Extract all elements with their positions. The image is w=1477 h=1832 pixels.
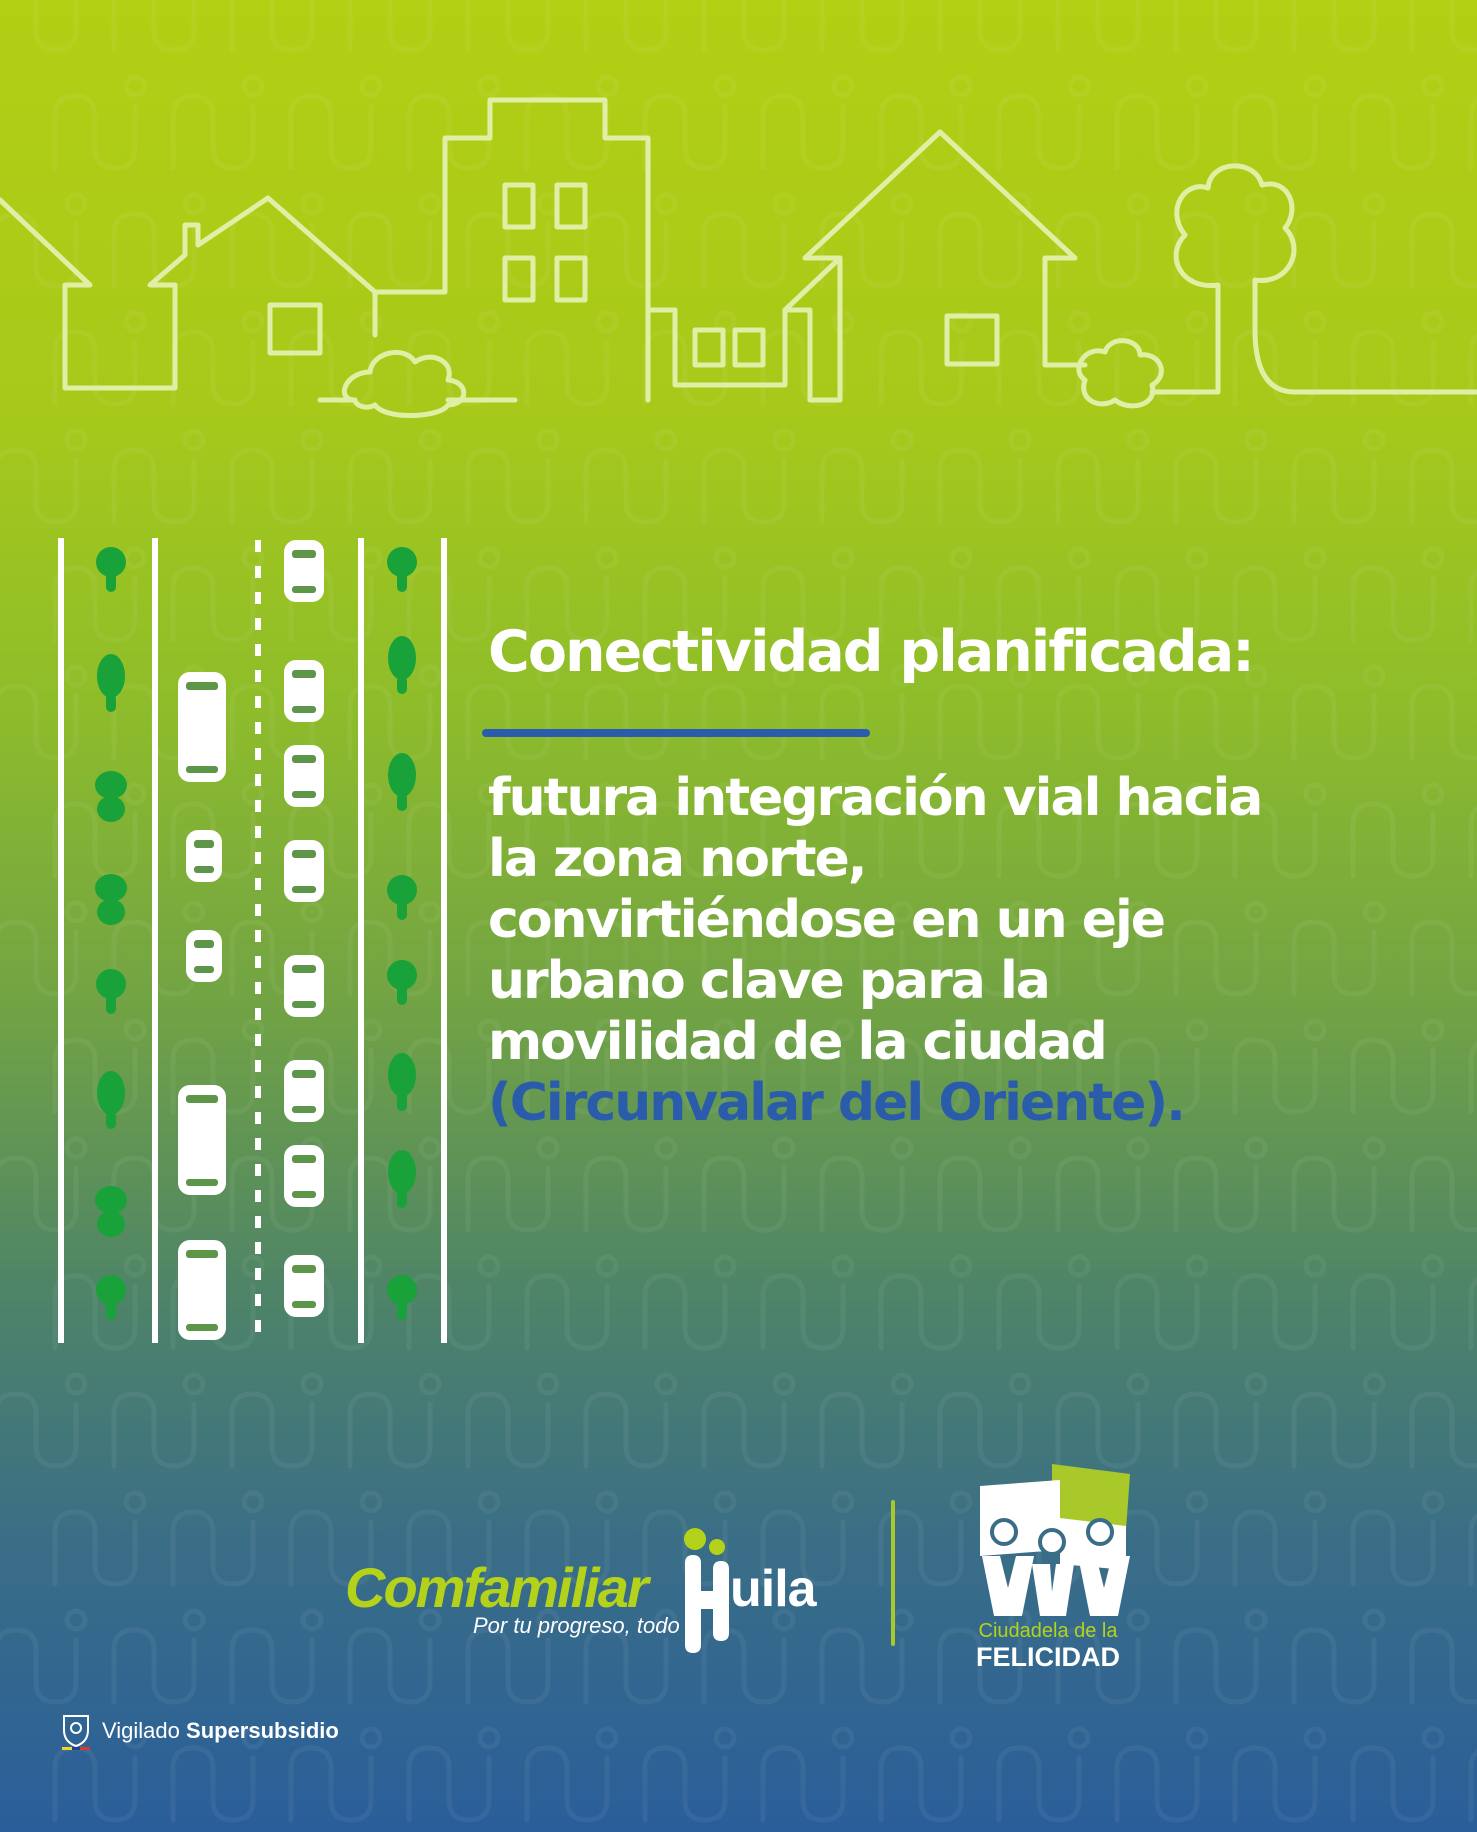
pattern-dot	[1070, 1257, 1088, 1275]
pattern-glyph	[586, 1158, 666, 1230]
lane-dash	[255, 930, 261, 942]
lane-dash	[255, 566, 261, 578]
lane-dash	[255, 1034, 261, 1046]
car-icon	[186, 930, 222, 982]
pattern-glyph	[763, 1276, 843, 1348]
pattern-glyph	[822, 1394, 902, 1466]
car-windshield	[292, 850, 316, 858]
pattern-glyph	[999, 1276, 1079, 1348]
pattern-glyph	[586, 686, 666, 758]
pattern-glyph	[1353, 1512, 1433, 1584]
pattern-glyph	[1117, 1748, 1197, 1820]
vigilado-prefix: Vigilado	[102, 1718, 180, 1743]
comfamiliar-huila-logo	[345, 1525, 865, 1655]
car-windshield	[292, 965, 316, 973]
car-windshield	[292, 1155, 316, 1163]
pattern-dot	[716, 1493, 734, 1511]
pattern-dot	[775, 1139, 793, 1157]
car-windshield	[292, 755, 316, 763]
pattern-glyph	[1176, 686, 1256, 758]
lane-dash	[255, 982, 261, 994]
brand-word: Comfamiliar	[345, 1556, 647, 1619]
car-windshield	[194, 940, 214, 948]
huila-h-mark-icon	[675, 1525, 735, 1655]
description	[488, 768, 1388, 1134]
pattern-glyph	[1235, 1276, 1315, 1348]
pattern-dot	[1011, 431, 1029, 449]
pattern-glyph	[822, 450, 902, 522]
pattern-dot	[775, 1375, 793, 1393]
pattern-dot	[834, 1493, 852, 1511]
pattern-glyph	[1294, 450, 1374, 522]
pattern-glyph	[1294, 686, 1374, 758]
lane-dash	[255, 1294, 261, 1306]
pattern-dot	[1424, 1493, 1442, 1511]
car-windshield	[292, 1070, 316, 1078]
pattern-glyph	[1353, 568, 1433, 640]
pattern-dot	[598, 549, 616, 567]
tree-right	[1176, 166, 1477, 392]
pattern-glyph	[1294, 1630, 1374, 1702]
car-rear-window	[292, 1191, 316, 1198]
pattern-dot	[1306, 1729, 1324, 1747]
pattern-dot	[1011, 1139, 1029, 1157]
tree-trunk	[397, 1300, 407, 1320]
pattern-glyph	[1353, 1748, 1433, 1820]
pattern-glyph	[1058, 1394, 1138, 1466]
building-window	[505, 258, 533, 300]
road-edge-line	[441, 538, 447, 1343]
pattern-glyph	[940, 686, 1020, 758]
car-rear-window	[292, 1001, 316, 1008]
description-line: urbano clave para la	[488, 951, 1049, 1011]
tree-trunk	[397, 1190, 407, 1208]
tree-trunk	[397, 572, 407, 592]
tree-icon	[97, 654, 125, 698]
car-windshield	[292, 550, 316, 558]
pattern-glyph	[468, 1158, 548, 1230]
pattern-glyph	[468, 450, 548, 522]
pattern-dot	[1306, 1257, 1324, 1275]
tree-trunk	[397, 1093, 407, 1111]
car-lane-right	[284, 540, 324, 1317]
pattern-dot	[657, 431, 675, 449]
vigilado-text	[102, 1718, 339, 1744]
pattern-dot	[1424, 1729, 1442, 1747]
pattern-glyph	[1353, 1276, 1433, 1348]
pattern-dot	[657, 1139, 675, 1157]
pattern-dot	[1247, 1139, 1265, 1157]
lane-dash	[255, 722, 261, 734]
pattern-glyph	[1117, 1276, 1197, 1348]
building-window	[557, 258, 585, 300]
pattern-dot	[893, 431, 911, 449]
building-window	[557, 185, 585, 227]
headline: Conectividad planificada:	[488, 619, 1253, 685]
lane-dash	[255, 1268, 261, 1280]
lane-dash	[255, 956, 261, 968]
tree-icon	[97, 796, 125, 822]
lane-dash	[255, 904, 261, 916]
car-windshield	[186, 682, 218, 690]
colombia-shield-icon	[58, 1710, 94, 1750]
lane-dash	[255, 878, 261, 890]
pattern-dot	[1306, 1493, 1324, 1511]
car-windshield	[292, 670, 316, 678]
description-line: futura integración vial hacia	[488, 768, 1262, 828]
pattern-dot	[893, 1139, 911, 1157]
pattern-glyph	[1471, 1040, 1477, 1112]
lane-dash	[255, 826, 261, 838]
pattern-glyph	[1412, 450, 1477, 522]
description-line: la zona norte,	[488, 829, 866, 889]
ciudadela-line1: Ciudadela de la	[978, 1620, 1118, 1642]
pattern-dot	[1424, 785, 1442, 803]
car-rear-window	[292, 886, 316, 893]
pattern-dot	[834, 1729, 852, 1747]
ciudadela-line2: FELICIDAD	[976, 1642, 1120, 1672]
tree-trunk	[397, 793, 407, 811]
shop-outline	[648, 310, 810, 400]
lane-dash	[255, 774, 261, 786]
pattern-glyph	[527, 1748, 607, 1820]
lane-dash	[255, 748, 261, 760]
pattern-glyph	[940, 1394, 1020, 1466]
lane-dash	[255, 852, 261, 864]
shop-window	[695, 330, 723, 365]
lane-dash	[255, 1112, 261, 1124]
pattern-dot	[539, 1139, 557, 1157]
pattern-dot	[657, 1375, 675, 1393]
pattern-dot	[480, 549, 498, 567]
house-right-window	[947, 316, 997, 364]
highlight-road-name: (Circunvalar del Oriente).	[488, 1073, 1184, 1133]
pattern-dot	[1247, 1375, 1265, 1393]
pattern-glyph	[1235, 1512, 1315, 1584]
pattern-dot	[952, 549, 970, 567]
pattern-dot	[1365, 431, 1383, 449]
pattern-glyph	[1412, 686, 1477, 758]
pattern-glyph	[1058, 450, 1138, 522]
pattern-dot	[716, 549, 734, 567]
tree-trunk	[106, 572, 116, 592]
lane-dash	[255, 670, 261, 682]
pattern-dot	[1011, 1375, 1029, 1393]
pattern-glyph	[468, 686, 548, 758]
lane-dash	[255, 644, 261, 656]
pattern-glyph	[586, 1394, 666, 1466]
logo-divider	[891, 1500, 895, 1646]
tree-icon	[95, 874, 127, 902]
pattern-glyph	[645, 1748, 725, 1820]
lane-dash	[255, 1060, 261, 1072]
pattern-glyph	[1058, 686, 1138, 758]
pattern-dot	[480, 1257, 498, 1275]
car-windshield	[292, 1265, 316, 1273]
pattern-dot	[1306, 549, 1324, 567]
tree-icon	[388, 1053, 416, 1097]
pattern-glyph	[1471, 1276, 1477, 1348]
pattern-glyph	[1412, 1158, 1477, 1230]
bush-right	[1079, 341, 1161, 406]
car-rear-window	[292, 706, 316, 713]
pattern-dot	[834, 1257, 852, 1275]
car-rear-window	[292, 586, 316, 593]
tree-trunk	[397, 900, 407, 920]
lane-dash	[255, 592, 261, 604]
pattern-glyph	[704, 686, 784, 758]
pattern-dot	[480, 1729, 498, 1747]
brand-tagline: Por tu progreso, todo	[473, 1613, 680, 1638]
road-edge-line	[152, 538, 158, 1343]
house-right-outline	[785, 132, 1085, 365]
lane-dash	[255, 1008, 261, 1020]
tree-icon	[388, 1150, 416, 1194]
pattern-dot	[1129, 1375, 1147, 1393]
tree-icon	[388, 636, 416, 680]
pattern-dot	[834, 549, 852, 567]
tree-trunk	[106, 994, 116, 1014]
pattern-dot	[598, 1493, 616, 1511]
pattern-dot	[716, 1257, 734, 1275]
ciudadela-emblem-icon	[960, 1460, 1136, 1620]
tree-column-right	[387, 547, 417, 1320]
pattern-glyph	[999, 1748, 1079, 1820]
pattern-dot	[1424, 549, 1442, 567]
car-rear-window	[292, 791, 316, 798]
car-windshield	[194, 840, 214, 848]
pattern-dot	[539, 431, 557, 449]
ciudadela-felicidad-logo	[960, 1460, 1160, 1680]
pattern-glyph	[881, 1748, 961, 1820]
lane-dash	[255, 696, 261, 708]
pattern-glyph	[1412, 922, 1477, 994]
car-rear-window	[186, 1179, 218, 1186]
pattern-glyph	[1176, 1394, 1256, 1466]
pattern-glyph	[1294, 1394, 1374, 1466]
car-icon	[186, 830, 222, 882]
lane-dash	[255, 800, 261, 812]
lane-dash	[255, 1242, 261, 1254]
lane-dash	[255, 618, 261, 630]
pattern-dot	[775, 431, 793, 449]
tree-trunk	[397, 985, 407, 1005]
pattern-dot	[598, 1729, 616, 1747]
pattern-dot	[1188, 549, 1206, 567]
pattern-dot	[480, 1493, 498, 1511]
pattern-glyph	[1176, 1630, 1256, 1702]
car-rear-window	[186, 766, 218, 773]
shop-window	[735, 330, 763, 365]
tree-icon	[95, 1186, 127, 1214]
pattern-glyph	[704, 1158, 784, 1230]
pattern-glyph	[1235, 1748, 1315, 1820]
tree-trunk	[106, 1111, 116, 1129]
tree-trunk	[397, 676, 407, 694]
pattern-dot	[1129, 431, 1147, 449]
pattern-glyph	[822, 1158, 902, 1230]
tree-icon	[388, 753, 416, 797]
car-rear-window	[292, 1106, 316, 1113]
tree-column-left	[95, 547, 127, 1320]
tree-icon	[97, 899, 125, 925]
car-windshield	[186, 1250, 218, 1258]
pattern-dot	[1188, 1257, 1206, 1275]
pattern-glyph	[940, 1158, 1020, 1230]
tree-trunk	[106, 1300, 116, 1320]
pattern-dot	[1424, 1257, 1442, 1275]
tree-icon	[97, 1071, 125, 1115]
headline-divider	[482, 729, 870, 737]
pattern-dot	[1247, 431, 1265, 449]
pattern-dot	[893, 1611, 911, 1629]
lane-dash	[255, 1190, 261, 1202]
car-windshield	[186, 1095, 218, 1103]
pattern-glyph	[763, 1748, 843, 1820]
pattern-glyph	[1471, 568, 1477, 640]
car-rear-window	[194, 966, 214, 973]
building-window	[505, 185, 533, 227]
pattern-glyph	[1412, 1394, 1477, 1466]
pattern-dot	[893, 1375, 911, 1393]
pattern-dot	[1070, 1729, 1088, 1747]
pattern-glyph	[1176, 450, 1256, 522]
lane-dash	[255, 1138, 261, 1150]
tree-icon	[97, 1211, 125, 1237]
pattern-dot	[1129, 1139, 1147, 1157]
pattern-dot	[716, 1729, 734, 1747]
car-rear-window	[292, 1301, 316, 1308]
vigilado-entity: Supersubsidio	[186, 1718, 339, 1743]
pattern-dot	[539, 1375, 557, 1393]
pattern-glyph	[881, 1276, 961, 1348]
brand-suffix: uila	[730, 1560, 816, 1618]
pattern-glyph	[1471, 1512, 1477, 1584]
lane-divider-dashed	[255, 540, 261, 1332]
lane-dash	[255, 540, 261, 552]
pattern-glyph	[527, 1276, 607, 1348]
pattern-dot	[1247, 1611, 1265, 1629]
pattern-dot	[1365, 1139, 1383, 1157]
pattern-glyph	[1471, 804, 1477, 876]
tree-icon	[95, 771, 127, 799]
pattern-dot	[1188, 1493, 1206, 1511]
description-line: convirtiéndose en un eje	[488, 890, 1165, 950]
lane-dash	[255, 1320, 261, 1332]
pattern-glyph	[1058, 1158, 1138, 1230]
pattern-glyph	[468, 1394, 548, 1466]
car-rear-window	[186, 1324, 218, 1331]
pattern-glyph	[704, 450, 784, 522]
road-edge-line	[58, 538, 64, 1343]
pattern-dot	[952, 1257, 970, 1275]
lane-dash	[255, 1216, 261, 1228]
pattern-dot	[1424, 1021, 1442, 1039]
pattern-dot	[598, 1257, 616, 1275]
tree-trunk	[106, 694, 116, 712]
car-lane-left	[178, 672, 226, 1340]
pattern-glyph	[1294, 1158, 1374, 1230]
pattern-dot	[1365, 1611, 1383, 1629]
pattern-dot	[952, 1729, 970, 1747]
car-rear-window	[194, 866, 214, 873]
lane-dash	[255, 1086, 261, 1098]
pattern-glyph	[1176, 1158, 1256, 1230]
road-edge-line	[358, 538, 364, 1343]
description-line: movilidad de la ciudad	[488, 1012, 1106, 1072]
pattern-glyph	[586, 450, 666, 522]
pattern-glyph	[704, 1394, 784, 1466]
pattern-dot	[1070, 549, 1088, 567]
pattern-glyph	[1412, 1630, 1477, 1702]
pattern-dot	[1365, 1375, 1383, 1393]
pattern-glyph	[1471, 1748, 1477, 1820]
pattern-dot	[1188, 1729, 1206, 1747]
pattern-glyph	[940, 450, 1020, 522]
pattern-glyph	[645, 1276, 725, 1348]
pattern-dot	[1365, 667, 1383, 685]
lane-dash	[255, 1164, 261, 1176]
pattern-glyph	[822, 686, 902, 758]
